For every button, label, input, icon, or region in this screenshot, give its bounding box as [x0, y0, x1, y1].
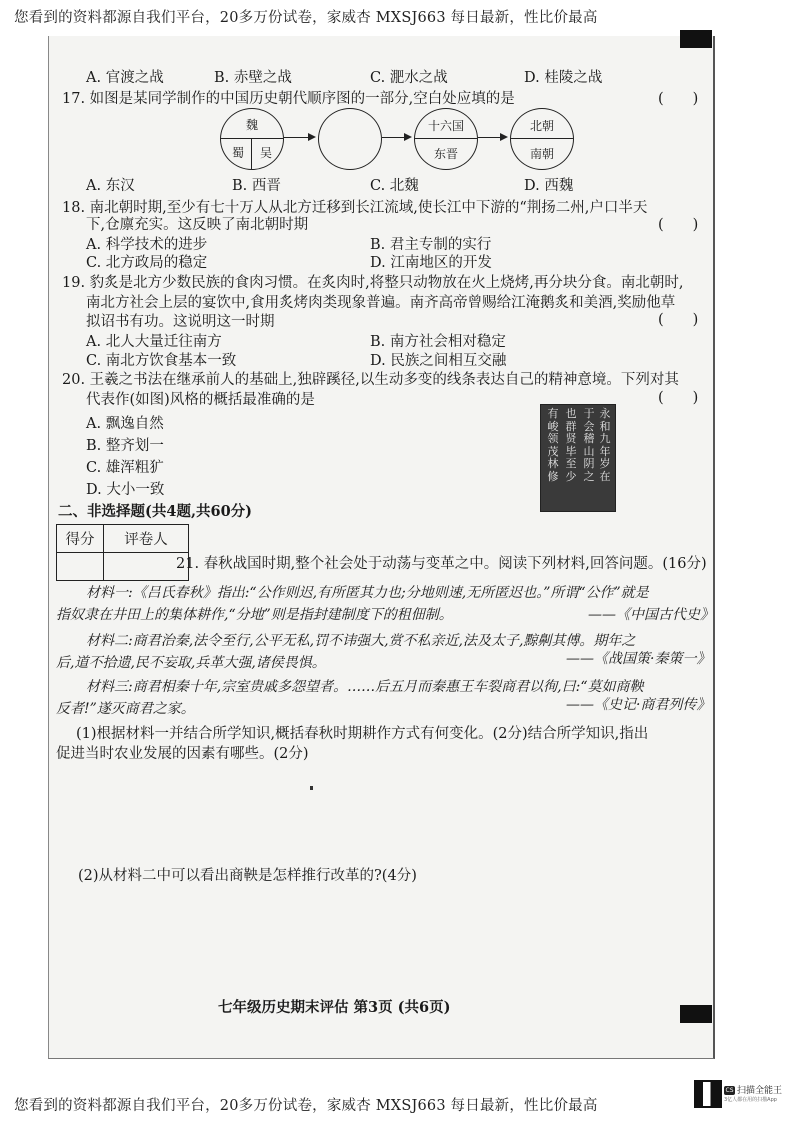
pen-mark — [310, 786, 313, 790]
q17-option-c: C. 北魏 — [370, 178, 419, 194]
section-2-heading: 二、非选择题(共4题,共60分) — [58, 503, 253, 520]
material-1-source: ——《中国古代史》 — [588, 607, 714, 623]
q20-option-b: B. 整齐划一 — [86, 438, 164, 454]
q18-option-c: C. 北方政局的稳定 — [86, 255, 208, 271]
arrow-3 — [478, 137, 506, 138]
material-2-line2: 后,道不拾遗,民不妄取,兵革大强,诸侯畏惧。 — [56, 655, 326, 671]
arrow-2 — [382, 137, 410, 138]
q18-stem-line1: 18. 南北朝时期,至少有七十万人从北方迁移到长江流域,使长江中下游的“荆扬二州,户口半天 — [62, 200, 648, 216]
scanner-brand-sub: 3亿人都在用的扫描App — [724, 1097, 777, 1103]
q18-option-b: B. 君主专制的实行 — [370, 237, 492, 253]
score-cell[interactable] — [57, 553, 104, 581]
q19-answer-paren: ( ) — [658, 312, 699, 328]
page-footer: 七年级历史期末评估 第3页 (共6页) — [218, 999, 451, 1016]
material-3-line2: 反者!”遂灭商君之家。 — [56, 701, 195, 717]
circle-label-eastern-jin: 东晋 — [433, 147, 458, 161]
calligraphy-column-2: 于 会 稽 山 阴 之 — [583, 407, 595, 483]
q21-sub1-line1: (1)根据材料一并结合所学知识,概括春秋时期耕作方式有何变化。(2分)结合所学知识,指出 — [76, 726, 649, 742]
q18-answer-paren: ( ) — [658, 217, 699, 233]
dynasty-circle-north-south — [510, 108, 574, 170]
q19-stem-line1: 19. 豹炙是北方少数民族的食肉习惯。在炙肉时,将整只动物放在火上烧烤,再分块分食。南北朝时, — [62, 275, 684, 291]
material-1-line2: 指奴隶在井田上的集体耕作,“分地”则是指封建制度下的租佃制。 — [56, 607, 453, 623]
q19-stem-line2: 南北方社会上层的宴饮中,食用炙烤肉类现象普遍。南齐高帝曾赐给江淹鹅炙和美酒,奖励他草 — [86, 295, 676, 311]
q18-option-a: A. 科学技术的进步 — [86, 237, 208, 253]
circle-label-southern-dynasties: 南朝 — [529, 147, 554, 161]
q19-option-b: B. 南方社会相对稳定 — [370, 334, 506, 350]
q18-option-d: D. 江南地区的开发 — [370, 255, 492, 271]
qr-code-icon — [694, 1080, 722, 1108]
dynasty-circle-sixteen-kingdoms — [414, 108, 478, 170]
alignment-mark-top — [680, 30, 712, 48]
q16-option-a: A. 官渡之战 — [86, 70, 164, 86]
alignment-mark-bottom — [680, 1005, 712, 1023]
arrow-1 — [284, 137, 314, 138]
calligraphy-artwork-image — [540, 404, 616, 512]
calligraphy-column-3: 也 群 贤 毕 至 少 — [565, 407, 577, 483]
q20-stem-line1: 20. 王羲之书法在继承前人的基础上,独辟蹊径,以生动多变的线条表达自己的精神意境。下列对其 — [62, 372, 679, 388]
q19-option-d: D. 民族之间相互交融 — [370, 353, 507, 369]
dynasty-circle-blank — [318, 108, 382, 170]
circle-label-northern-dynasties: 北朝 — [529, 119, 554, 133]
q20-option-c: C. 雄浑粗犷 — [86, 460, 164, 476]
q17-answer-paren: ( ) — [658, 91, 699, 107]
q17-option-b: B. 西晋 — [232, 178, 281, 194]
q17-stem: 17. 如图是某同学制作的中国历史朝代顺序图的一部分,空白处应填的是 — [62, 91, 515, 107]
circle-label-wu: 吴 — [259, 146, 272, 160]
q16-option-d: D. 桂陵之战 — [524, 70, 603, 86]
circle-label-sixteen-kingdoms: 十六国 — [427, 119, 464, 133]
q21-stem: 21. 春秋战国时期,整个社会处于动荡与变革之中。阅读下列材料,回答问题。(16分) — [176, 556, 707, 572]
circle-label-shu: 蜀 — [231, 146, 244, 160]
bottom-watermark-banner: 您看到的资料都源自我们平台，20多万份试卷，家威杏 MXSJ663 每日最新，性比价最高 — [14, 1098, 598, 1114]
grader-header: 评卷人 — [104, 525, 189, 553]
q17-option-d: D. 西魏 — [524, 178, 574, 194]
q16-option-c: C. 淝水之战 — [370, 70, 448, 86]
material-2-source: ——《战国策·秦策一》 — [566, 651, 711, 667]
score-header: 得分 — [57, 525, 104, 553]
calligraphy-column-1: 永 和 九 年 岁 在 — [599, 407, 611, 483]
q20-option-a: A. 飘逸自然 — [86, 416, 164, 432]
q20-answer-paren: ( ) — [658, 390, 699, 406]
q20-option-d: D. 大小一致 — [86, 482, 165, 498]
scanner-logo-icon: CS — [725, 1087, 734, 1094]
q21-sub2: (2)从材料二中可以看出商鞅是怎样推行改革的?(4分) — [78, 868, 417, 884]
dynasty-sequence-diagram — [220, 108, 562, 170]
q17-option-a: A. 东汉 — [86, 178, 135, 194]
circle-label-wei: 魏 — [245, 118, 258, 132]
score-table — [56, 524, 189, 581]
q18-stem-line2: 下,仓廪充实。这反映了南北朝时期 — [86, 217, 309, 233]
q20-stem-line2: 代表作(如图)风格的概括最准确的是 — [86, 392, 315, 408]
material-3-source: ——《史记·商君列传》 — [566, 697, 711, 713]
q19-option-c: C. 南北方饮食基本一致 — [86, 353, 237, 369]
q19-option-a: A. 北人大量迁往南方 — [86, 334, 222, 350]
q16-option-b: B. 赤壁之战 — [214, 70, 292, 86]
calligraphy-column-4: 有 峻 领 茂 林 修 — [547, 407, 559, 483]
material-3-line1: 材料三:商君相秦十年,宗室贵戚多怨望者。……后五月而秦惠王车裂商君以徇,曰:“莫如商鞅 — [86, 679, 644, 695]
dynasty-circle-three-kingdoms — [220, 108, 284, 170]
material-1-line1: 材料一:《吕氏春秋》指出:“公作则迟,有所匿其力也;分地则速,无所匿迟也。”所谓“公作”就是 — [86, 585, 649, 601]
material-2-line1: 材料二:商君治秦,法令至行,公平无私,罚不讳强大,赏不私亲近,法及太子,黥劓其傅。期年之 — [86, 633, 636, 649]
q21-sub1-line2: 促进当时农业发展的因素有哪些。(2分) — [56, 746, 309, 762]
scanner-brand — [724, 1083, 782, 1096]
q19-stem-line3: 拟诏书有功。这说明这一时期 — [86, 314, 275, 330]
scanner-brand-name: 扫描全能王 — [737, 1086, 783, 1096]
top-watermark-banner: 您看到的资料都源自我们平台，20多万份试卷，家威杏 MXSJ663 每日最新，性比价最高 — [14, 10, 598, 26]
